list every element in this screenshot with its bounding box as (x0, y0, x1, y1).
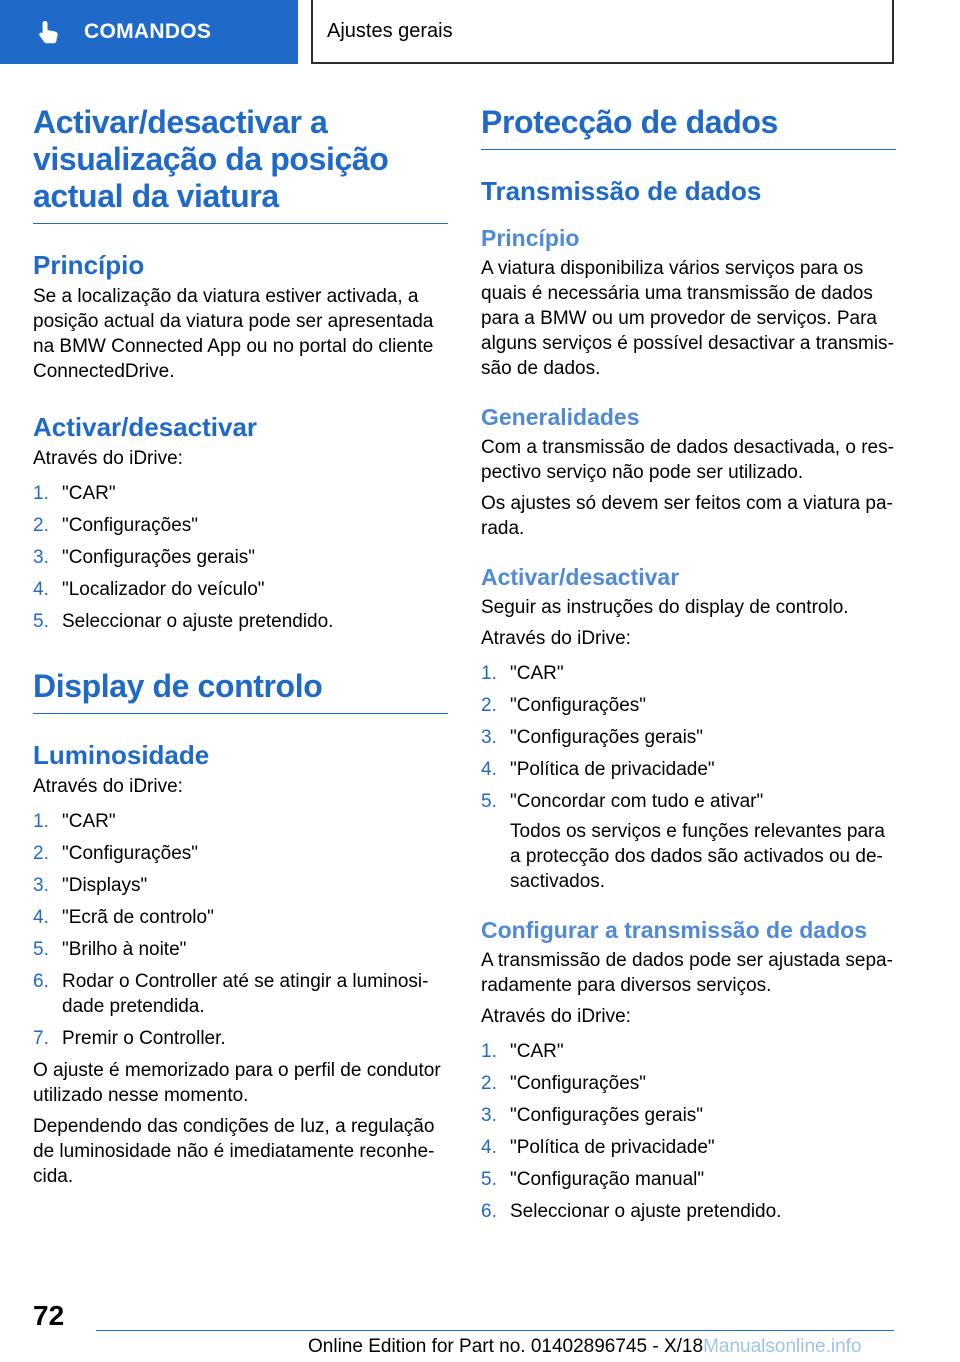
general-text-parked: Os ajustes só devem ser feitos com a viatura parada. (481, 493, 893, 539)
brightness-note-profile: O ajuste é memorizado para o perfil de condutor utilizado nesse momento. (33, 1060, 441, 1106)
location-steps-list (33, 481, 448, 634)
step-number: 3 . (33, 873, 62, 898)
brightness-steps-list (33, 809, 448, 1051)
step-text: "Brilho à noite" (62, 939, 187, 960)
step-number: 3 . (33, 545, 62, 570)
general-text-disabled: Com a transmissão de dados desactivada, o respectivo serviço não pode ser utilizado. (481, 437, 894, 483)
step-number: 4 . (481, 757, 510, 782)
step-text: "Política de privacidade" (510, 759, 715, 780)
data-protection-title: Protecção de dados (481, 104, 896, 150)
step-number: 6 . (33, 969, 62, 1019)
principle-text: A viatura disponibiliza vários serviços para os quais é necessária uma transmissão de dados para a BMW ou um provedor de serviços. Para alguns serviços é possível desactivar a transmissão de dados. (481, 258, 894, 379)
step-number: 5 . (33, 609, 62, 634)
step-text: Seleccionar o ajuste pretendido. (62, 611, 334, 632)
footer-divider (96, 1330, 894, 1331)
step-number: 5 . (481, 789, 510, 814)
step-number: 1 . (33, 809, 62, 834)
brightness-note-light: Dependendo das condições de luz, a regulação de luminosidade não é imediatamente reconhecida. (33, 1116, 435, 1187)
step-text: "Configurações" (62, 843, 199, 864)
step-number: 5 . (33, 937, 62, 962)
chapter-header (311, 0, 894, 64)
location-principle-text: Se a localização da viatura estiver activada, a posição actual da viatura pode ser apresentada na BMW Connected App ou no portal do cliente ConnectedDrive. (33, 286, 434, 382)
list-item (33, 937, 448, 962)
step-number: 2 . (33, 513, 62, 538)
toggle-intro: Através do iDrive: (481, 628, 631, 649)
list-item (481, 725, 896, 750)
list-item (481, 1071, 896, 1096)
list-item (33, 609, 448, 634)
toggle-text: Seguir as instruções do display de controlo. (481, 597, 849, 618)
list-item (33, 809, 448, 834)
step-number: 6 . (481, 1199, 510, 1224)
list-item (33, 969, 448, 1019)
config-text: A transmissão de dados pode ser ajustada separadamente para diversos serviços. (481, 950, 893, 996)
toggle-step5-note: Todos os serviços e funções relevantes para a protecção dos dados são activados ou desactivados. (510, 821, 885, 892)
section-tab-comandos[interactable] (0, 0, 298, 64)
section-label: COMANDOS (84, 20, 212, 43)
list-item (481, 661, 896, 686)
display-section-title: Display de controlo (33, 668, 448, 714)
chapter-label: Ajustes gerais (327, 19, 453, 42)
step-text: "CAR" (62, 811, 116, 832)
list-item (481, 1135, 896, 1160)
config-steps-list (481, 1039, 896, 1224)
left-column (33, 104, 448, 1189)
footer-edition (308, 1336, 862, 1358)
step-text: "CAR" (510, 1041, 564, 1062)
step-text: "Configurações" (510, 695, 647, 716)
step-text: "Configurações gerais" (510, 727, 704, 748)
toggle-heading: Activar/desactivar (481, 564, 680, 590)
list-item (33, 841, 448, 866)
step-text: "Política de privacidade" (510, 1137, 715, 1158)
list-item (481, 1167, 896, 1192)
step-number: 4 . (33, 577, 62, 602)
step-text: Seleccionar o ajuste pretendido. (510, 1201, 782, 1222)
list-item (481, 1103, 896, 1128)
step-number: 2 . (481, 1071, 510, 1096)
hand-pointer-icon (36, 19, 62, 45)
page-number: 72 (33, 1300, 65, 1331)
principle-heading: Princípio (481, 225, 580, 251)
list-item (33, 1026, 448, 1051)
list-item (33, 873, 448, 898)
location-toggle-intro: Através do iDrive: (33, 448, 183, 469)
step-number: 3 . (481, 725, 510, 750)
step-text: "Localizador do veículo" (62, 579, 265, 600)
step-text: "Configurações" (62, 515, 199, 536)
right-column (481, 104, 896, 1231)
step-text: Premir o Controller. (62, 1028, 226, 1049)
location-section-title: Activar/desactivar a visualização da posição actual da viatura (33, 104, 448, 224)
step-text: "Configurações gerais" (62, 547, 256, 568)
edition-text: Online Edition for Part no. 01402896745 - X/18 (308, 1336, 704, 1357)
step-number: 1 . (481, 1039, 510, 1064)
transmission-heading: Transmissão de dados (481, 176, 762, 206)
toggle-steps-list (481, 661, 896, 814)
step-number: 1 . (33, 481, 62, 506)
step-text: "CAR" (62, 483, 116, 504)
location-principle-heading: Princípio (33, 250, 145, 280)
step-text: "Configurações gerais" (510, 1105, 704, 1126)
step-number: 4 . (33, 905, 62, 930)
general-heading: Generalidades (481, 404, 640, 430)
list-item (481, 757, 896, 782)
list-item (33, 513, 448, 538)
step-text: Rodar o Controller até se atingir a luminosidade pretendida. (62, 971, 429, 1017)
location-toggle-heading: Activar/desactivar (33, 412, 258, 442)
step-number: 4 . (481, 1135, 510, 1160)
list-item (33, 577, 448, 602)
config-heading: Configurar a transmissão de dados (481, 917, 867, 943)
list-item (481, 1039, 896, 1064)
step-number: 2 . (33, 841, 62, 866)
list-item (481, 789, 896, 814)
brightness-intro: Através do iDrive: (33, 776, 183, 797)
list-item (481, 1199, 896, 1224)
step-text: "Displays" (62, 875, 148, 896)
config-intro: Através do iDrive: (481, 1006, 631, 1027)
step-text: "CAR" (510, 663, 564, 684)
step-number: 3 . (481, 1103, 510, 1128)
step-text: "Configurações" (510, 1073, 647, 1094)
brightness-heading: Luminosidade (33, 740, 210, 770)
list-item (33, 905, 448, 930)
step-number: 5 . (481, 1167, 510, 1192)
step-text: "Concordar com tudo e ativar" (510, 791, 764, 812)
watermark: Manualsonline.info (703, 1336, 862, 1357)
step-number: 1 . (481, 661, 510, 686)
list-item (33, 545, 448, 570)
step-number: 7 . (33, 1026, 62, 1051)
step-text: "Configuração manual" (510, 1169, 705, 1190)
list-item (481, 693, 896, 718)
list-item (33, 481, 448, 506)
step-number: 2 . (481, 693, 510, 718)
step-text: "Ecrã de controlo" (62, 907, 214, 928)
